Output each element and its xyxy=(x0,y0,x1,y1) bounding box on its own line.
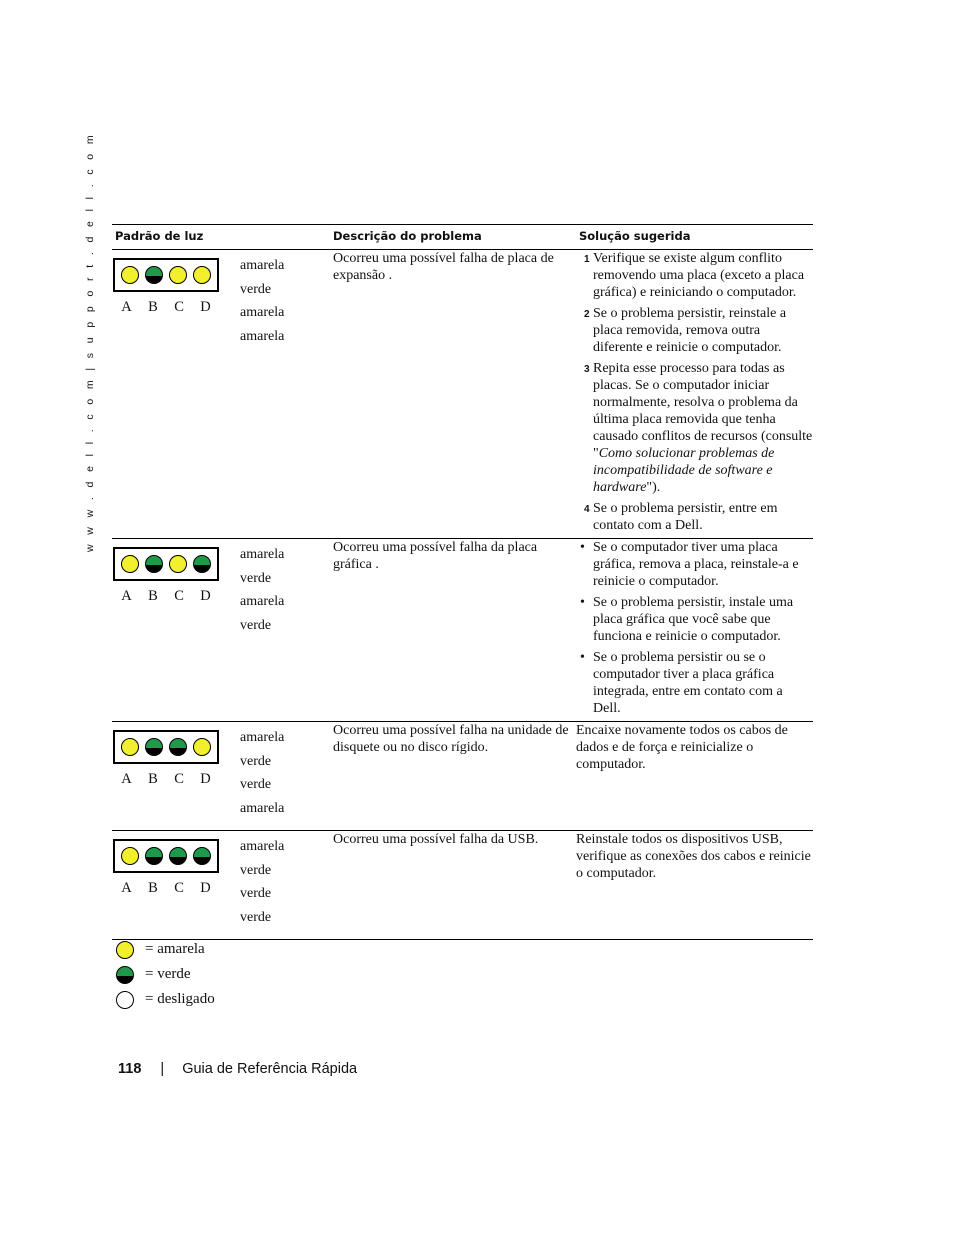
led-legend xyxy=(116,937,215,1012)
page-footer xyxy=(118,1061,357,1077)
led-color-list xyxy=(240,838,284,932)
light-pattern-cell xyxy=(112,831,333,940)
led-color-list xyxy=(240,257,284,351)
sidebar-url-text: w w w . d e l l . c o m | s u p p o r t . d e l l . c o m xyxy=(84,131,96,553)
solution-step xyxy=(576,360,813,496)
legend-label: = amarela xyxy=(145,941,205,957)
step-text: Se o problema persistir, reinstale a placa removida, remova outra diferente e reinicie o computador. xyxy=(593,306,787,355)
led-color-label: verde xyxy=(240,777,272,792)
legend-item xyxy=(116,987,215,1012)
solution-step xyxy=(576,500,813,534)
guide-title: Guia de Referência Rápida xyxy=(182,1061,358,1077)
led-letter: A xyxy=(121,588,132,604)
step-reference-title: Como solucionar problemas de incompatibilidade de software e hardware xyxy=(593,446,775,495)
led-a-icon xyxy=(121,555,139,573)
led-color-label: amarela xyxy=(240,839,285,854)
light-pattern-cell xyxy=(112,722,333,831)
solution-bullet: • Se o problema persistir, instale uma placa gráfica que você sabe que funciona e reinicie o computador. xyxy=(576,594,813,645)
light-pattern-cell xyxy=(112,539,333,722)
led-letter: A xyxy=(121,771,132,787)
led-letters xyxy=(113,771,219,788)
diagnostic-lights-table xyxy=(112,224,813,940)
led-color-label: verde xyxy=(240,909,272,925)
led-d-icon xyxy=(193,555,211,573)
led-letters xyxy=(113,880,219,897)
led-color-label: verde xyxy=(240,570,272,586)
led-letter: A xyxy=(121,880,132,896)
yellow-led-icon xyxy=(116,941,134,959)
led-letter: A xyxy=(121,299,132,315)
led-d-icon xyxy=(193,738,211,756)
off-led-icon xyxy=(116,991,134,1009)
light-pattern-cell xyxy=(112,250,333,539)
legend-label: = desligado xyxy=(145,991,215,1007)
step-text: Se o problema persistir, entre em contato com a Dell. xyxy=(593,501,778,533)
led-letter: D xyxy=(200,771,211,787)
step-number: 4 xyxy=(584,504,590,515)
led-b-icon xyxy=(145,738,163,756)
led-c-icon xyxy=(169,738,187,756)
solution-bullet: • Se o computador tiver uma placa gráfica, remova a placa, reinstale-a e reinicie o computador. xyxy=(576,539,813,590)
led-c-icon xyxy=(169,555,187,573)
step-text: Repita esse processo para todas as placas. Se o computador iniciar normalmente, resolva o problema da última placa removida que tenha causado conflitos de recursos (consulte " xyxy=(593,361,813,461)
green-led-icon xyxy=(116,966,134,984)
led-b-icon xyxy=(145,555,163,573)
legend-item xyxy=(116,962,215,987)
header-suggested-solution: Solução sugerida xyxy=(576,225,813,250)
diagnostic-light-panel xyxy=(113,258,219,292)
header-problem-description: Descrição do problema xyxy=(333,225,576,250)
step-number: 2 xyxy=(584,309,590,320)
led-letter: C xyxy=(174,771,184,787)
led-color-label: amarela xyxy=(240,258,285,273)
led-letter: D xyxy=(200,588,211,604)
led-color-list xyxy=(240,546,284,640)
led-d-icon xyxy=(193,847,211,865)
table-row xyxy=(112,250,813,539)
problem-description: Ocorreu uma possível falha da placa gráfica . xyxy=(333,539,576,722)
led-a-icon xyxy=(121,847,139,865)
solution-bullet: • Se o problema persistir ou se o computador tiver a placa gráfica integrada, entre em contato com a Dell. xyxy=(576,649,813,717)
led-letter: C xyxy=(174,299,184,315)
led-color-label: amarela xyxy=(240,730,285,745)
page-number: 118 xyxy=(118,1061,142,1077)
suggested-solution: Reinstale todos os dispositivos USB, verifique as conexões dos cabos e reinicie o computador. xyxy=(576,831,813,940)
table-header-row xyxy=(112,225,813,250)
led-color-label: verde xyxy=(240,281,272,297)
sidebar-url xyxy=(80,131,100,553)
led-letter: B xyxy=(148,771,158,787)
led-color-label: verde xyxy=(240,753,272,769)
led-letter: C xyxy=(174,880,184,896)
step-text-end: "). xyxy=(646,480,661,495)
led-letter: B xyxy=(148,880,158,896)
led-b-icon xyxy=(145,847,163,865)
led-color-label: verde xyxy=(240,886,272,901)
led-letters xyxy=(113,299,219,316)
led-color-list xyxy=(240,729,284,823)
table-row xyxy=(112,539,813,722)
led-a-icon xyxy=(121,266,139,284)
diagnostic-light-panel xyxy=(113,839,219,873)
step-number: 3 xyxy=(584,364,590,375)
led-color-label: amarela xyxy=(240,305,285,320)
legend-item xyxy=(116,937,215,962)
led-d-icon xyxy=(193,266,211,284)
step-text: Verifique se existe algum conflito removendo uma placa (exceto a placa gráfica) e reiniciando o computador. xyxy=(593,251,805,300)
led-letter: B xyxy=(148,588,158,604)
led-color-label: verde xyxy=(240,862,272,878)
suggested-solution: Encaixe novamente todos os cabos de dados e de força e reinicialize o computador. xyxy=(576,722,813,831)
footer-separator: | xyxy=(160,1061,165,1077)
led-color-label: amarela xyxy=(240,594,285,609)
led-c-icon xyxy=(169,266,187,284)
led-color-label: amarela xyxy=(240,547,285,562)
led-color-label: amarela xyxy=(240,328,285,344)
table-row xyxy=(112,831,813,940)
problem-description: Ocorreu uma possível falha da USB. xyxy=(333,831,576,940)
led-letters xyxy=(113,588,219,605)
led-letter: C xyxy=(174,588,184,604)
step-number: 1 xyxy=(584,254,590,265)
led-color-label: amarela xyxy=(240,800,285,816)
solution-step xyxy=(576,305,813,356)
led-color-label: verde xyxy=(240,617,272,633)
solution-step xyxy=(576,250,813,301)
led-b-icon xyxy=(145,266,163,284)
diagnostic-light-panel xyxy=(113,730,219,764)
diagnostic-light-panel xyxy=(113,547,219,581)
suggested-solution xyxy=(576,539,813,722)
legend-label: = verde xyxy=(145,966,191,982)
led-letter: B xyxy=(148,299,158,315)
led-a-icon xyxy=(121,738,139,756)
led-letter: D xyxy=(200,299,211,315)
problem-description: Ocorreu uma possível falha de placa de expansão . xyxy=(333,250,576,539)
suggested-solution xyxy=(576,250,813,539)
table-row xyxy=(112,722,813,831)
problem-description: Ocorreu uma possível falha na unidade de disquete ou no disco rígido. xyxy=(333,722,576,831)
header-light-pattern: Padrão de luz xyxy=(112,225,333,250)
led-c-icon xyxy=(169,847,187,865)
led-letter: D xyxy=(200,880,211,896)
